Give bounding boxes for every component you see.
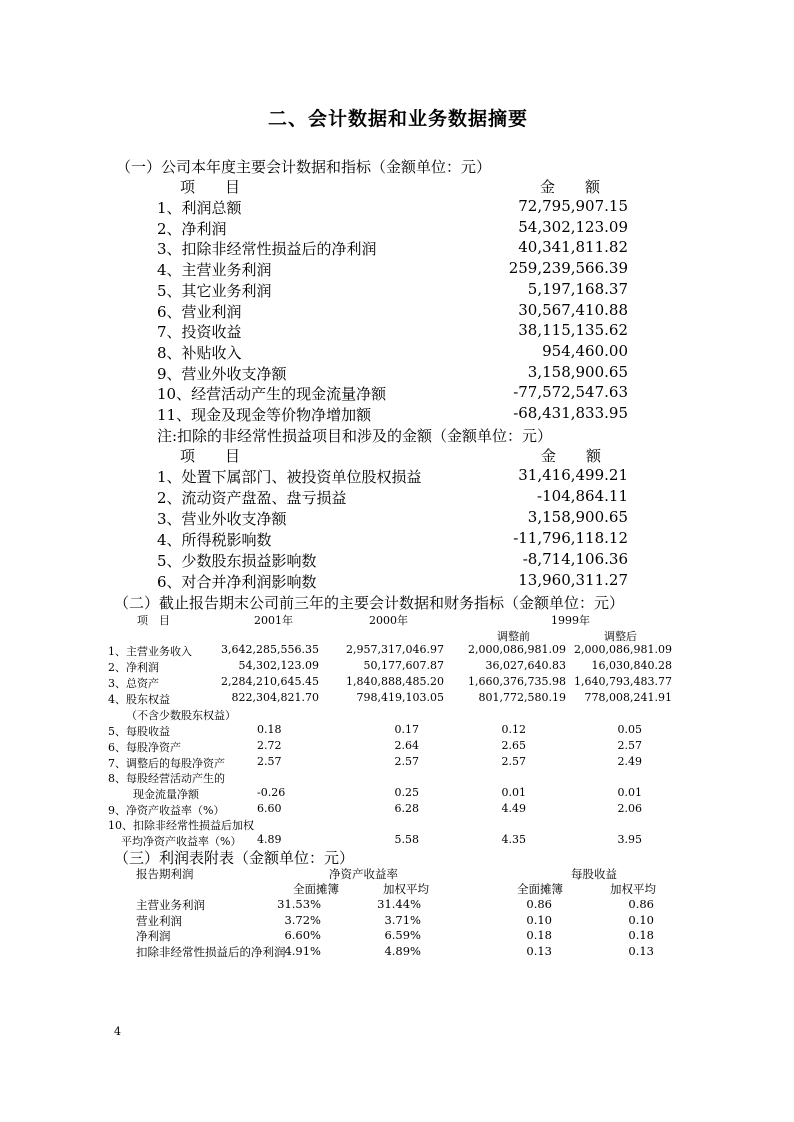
- value-1999-before: 2,000,086,981.09: [468, 643, 566, 656]
- section2-col-item: 项 目: [137, 614, 170, 627]
- section1-col-amount: 金 额: [540, 178, 601, 196]
- value-1999-before: 4.35: [501, 833, 526, 846]
- note-item-value: 31,416,499.21: [518, 466, 628, 484]
- note-item-value: 13,960,311.27: [518, 571, 628, 589]
- section2-col-1999: 1999年: [551, 614, 590, 627]
- note-item-value: 3,158,900.65: [527, 508, 628, 526]
- value-2001: -0.26: [257, 786, 286, 799]
- row-label: 8、每股经营活动产生的: [108, 772, 225, 785]
- value-1999-before: 36,027,640.83: [485, 659, 566, 672]
- item-label: 10、经营活动产生的现金流量净额: [157, 385, 387, 404]
- item-value: 3,158,900.65: [527, 362, 628, 381]
- row-label: 4、股东权益: [108, 693, 170, 706]
- value-2000: 50,177,607.87: [363, 659, 444, 672]
- profit-label: 营业利润: [136, 913, 182, 928]
- note-col-amount: 金 额: [541, 447, 602, 465]
- item-value: 5,197,168.37: [527, 279, 628, 298]
- value-2000: 0.17: [394, 723, 419, 736]
- item-value: 72,795,907.15: [518, 197, 628, 215]
- item-label: 8、补贴收入: [157, 343, 242, 362]
- value-2000: 6.28: [394, 802, 419, 815]
- value-2001: 3,642,285,556.35: [221, 643, 319, 656]
- row-label: 平均净资产收益率（%）: [121, 835, 242, 848]
- section3-sub-full-eps: 全面摊簿: [517, 882, 563, 896]
- eps-full: 0.18: [526, 928, 552, 942]
- value-2001: 4.89: [257, 833, 282, 846]
- item-value: 30,567,410.88: [518, 300, 628, 319]
- value-2001: 0.18: [257, 723, 282, 736]
- item-label: 2、净利润: [157, 219, 227, 238]
- page-number: 4: [114, 1025, 121, 1038]
- note-item-label: 4、所得税影响数: [157, 531, 272, 549]
- eps-full: 0.13: [526, 943, 552, 958]
- value-2001: 2,284,210,645.45: [221, 675, 319, 688]
- eps-weighted: 0.13: [628, 943, 654, 958]
- item-value: 38,115,135.62: [518, 321, 628, 340]
- value-2000: 0.25: [394, 786, 419, 799]
- item-label: 9、营业外收支净额: [157, 364, 287, 383]
- value-1999-after: 1,640,793,483.77: [574, 675, 672, 688]
- eps-weighted: 0.10: [628, 912, 654, 927]
- row-label: 1、主营业务收入: [108, 645, 192, 658]
- section3-col-profit: 报告期利润: [136, 867, 194, 881]
- note-heading: 注:扣除的非经常性损益项目和涉及的金额（金额单位：元）: [157, 427, 553, 445]
- row-label: 5、每股收益: [108, 725, 170, 738]
- value-2000: 1,840,888,485.20: [346, 675, 444, 688]
- roe-weighted: 4.89%: [384, 943, 421, 958]
- section2-col-2001: 2001年: [254, 614, 293, 627]
- item-value: -77,572,547.63: [513, 383, 628, 402]
- row-label: 现金流量净额: [133, 788, 199, 801]
- section2-sub-after: 调整后: [604, 630, 637, 643]
- item-label: 7、投资收益: [157, 323, 242, 342]
- item-value: 259,239,566.39: [508, 259, 628, 278]
- profit-label: 净利润: [136, 929, 171, 943]
- section2-heading: （二）截止报告期末公司前三年的主要会计数据和财务指标（金额单位：元）: [114, 594, 625, 612]
- value-1999-before: 2.57: [501, 755, 526, 768]
- item-value: -68,431,833.95: [513, 404, 628, 422]
- eps-weighted: 0.86: [628, 897, 654, 911]
- profit-label: 扣除非经常性损益后的净利润: [136, 944, 286, 959]
- roe-weighted: 6.59%: [384, 928, 421, 942]
- roe-full: 31.53%: [277, 897, 321, 911]
- value-2000: 2,957,317,046.97: [346, 643, 444, 656]
- section3-sub-weighted: 加权平均: [383, 882, 429, 896]
- note-item-label: 3、营业外收支净额: [157, 510, 287, 528]
- item-label: 4、主营业务利润: [157, 261, 272, 280]
- row-label: （不含少数股东权益）: [126, 709, 236, 722]
- value-2000: 2.64: [394, 739, 419, 752]
- item-label: 5、其它业务利润: [157, 281, 272, 300]
- section3-col-roe: 净资产收益率: [329, 867, 398, 881]
- note-item-label: 1、处置下属部门、被投资单位股权损益: [157, 468, 422, 486]
- item-value: 54,302,123.09: [518, 217, 628, 236]
- row-label: 10、扣除非经常性损益后加权: [108, 819, 254, 832]
- value-1999-after: 2.06: [617, 802, 642, 815]
- value-2001: 54,302,123.09: [238, 659, 319, 672]
- value-1999-after: 2.57: [617, 739, 642, 752]
- value-1999-before: 4.49: [501, 802, 526, 815]
- section1-col-item: 项 目: [180, 178, 241, 196]
- profit-label: 主营业务利润: [136, 898, 205, 912]
- value-1999-before: 0.01: [501, 786, 526, 799]
- value-2000: 5.58: [394, 833, 419, 846]
- page-title: 二、会计数据和业务数据摘要: [268, 108, 529, 130]
- section3-sub-weighted-eps: 加权平均: [610, 882, 656, 896]
- eps-full: 0.10: [526, 912, 552, 927]
- row-label: 9、净资产收益率（%）: [108, 804, 225, 817]
- roe-full: 4.91%: [284, 943, 321, 958]
- value-2000: 798,419,103.05: [356, 691, 444, 704]
- roe-full: 3.72%: [284, 912, 321, 927]
- value-2001: 6.60: [257, 802, 282, 815]
- roe-weighted: 3.71%: [384, 912, 421, 927]
- item-value: 40,341,811.82: [518, 238, 628, 257]
- item-label: 6、营业利润: [157, 302, 242, 321]
- note-item-value: -104,864.11: [537, 487, 628, 505]
- value-1999-before: 2.65: [501, 739, 526, 752]
- section1-heading: （一）公司本年度主要会计数据和指标（金额单位：元）: [116, 158, 492, 176]
- note-item-label: 5、少数股东损益影响数: [157, 552, 317, 570]
- value-1999-after: 3.95: [617, 833, 642, 846]
- eps-full: 0.86: [526, 897, 552, 911]
- item-label: 3、扣除非经常性损益后的净利润: [157, 240, 377, 259]
- value-2000: 2.57: [394, 755, 419, 768]
- value-2001: 2.72: [257, 739, 282, 752]
- value-1999-after: 0.01: [617, 786, 642, 799]
- value-1999-after: 16,030,840.28: [591, 659, 672, 672]
- roe-full: 6.60%: [284, 928, 321, 942]
- value-1999-before: 1,660,376,735.98: [468, 675, 566, 688]
- value-2001: 822,304,821.70: [231, 691, 319, 704]
- row-label: 6、每股净资产: [108, 741, 181, 754]
- section3-col-eps: 每股收益: [571, 867, 617, 881]
- eps-weighted: 0.18: [628, 928, 654, 942]
- note-item-label: 2、流动资产盘盈、盘亏损益: [157, 489, 347, 507]
- value-1999-after: 0.05: [617, 723, 642, 736]
- section2-col-2000: 2000年: [369, 614, 408, 627]
- section3-sub-full: 全面摊簿: [293, 882, 339, 896]
- value-1999-after: 2.49: [617, 755, 642, 768]
- value-1999-before: 801,772,580.19: [478, 691, 566, 704]
- note-item-label: 6、对合并净利润影响数: [157, 573, 317, 591]
- section3-heading: （三）利润表附表（金额单位：元）: [114, 849, 355, 867]
- section2-sub-before: 调整前: [497, 630, 530, 643]
- roe-weighted: 31.44%: [377, 897, 421, 911]
- value-1999-after: 778,008,241.91: [584, 691, 672, 704]
- note-item-value: -8,714,106.36: [522, 550, 628, 568]
- row-label: 7、调整后的每股净资产: [108, 757, 225, 770]
- row-label: 2、净利润: [108, 661, 159, 674]
- item-label: 11、现金及现金等价物净增加额: [157, 406, 372, 424]
- value-1999-before: 0.12: [501, 723, 526, 736]
- note-col-item: 项 目: [180, 447, 241, 465]
- item-value: 954,460.00: [542, 341, 628, 360]
- note-item-value: -11,796,118.12: [513, 529, 628, 547]
- item-label: 1、利润总额: [157, 199, 242, 217]
- row-label: 3、总资产: [108, 677, 159, 690]
- value-2001: 2.57: [257, 755, 282, 768]
- value-1999-after: 2,000,086,981.09: [574, 643, 672, 656]
